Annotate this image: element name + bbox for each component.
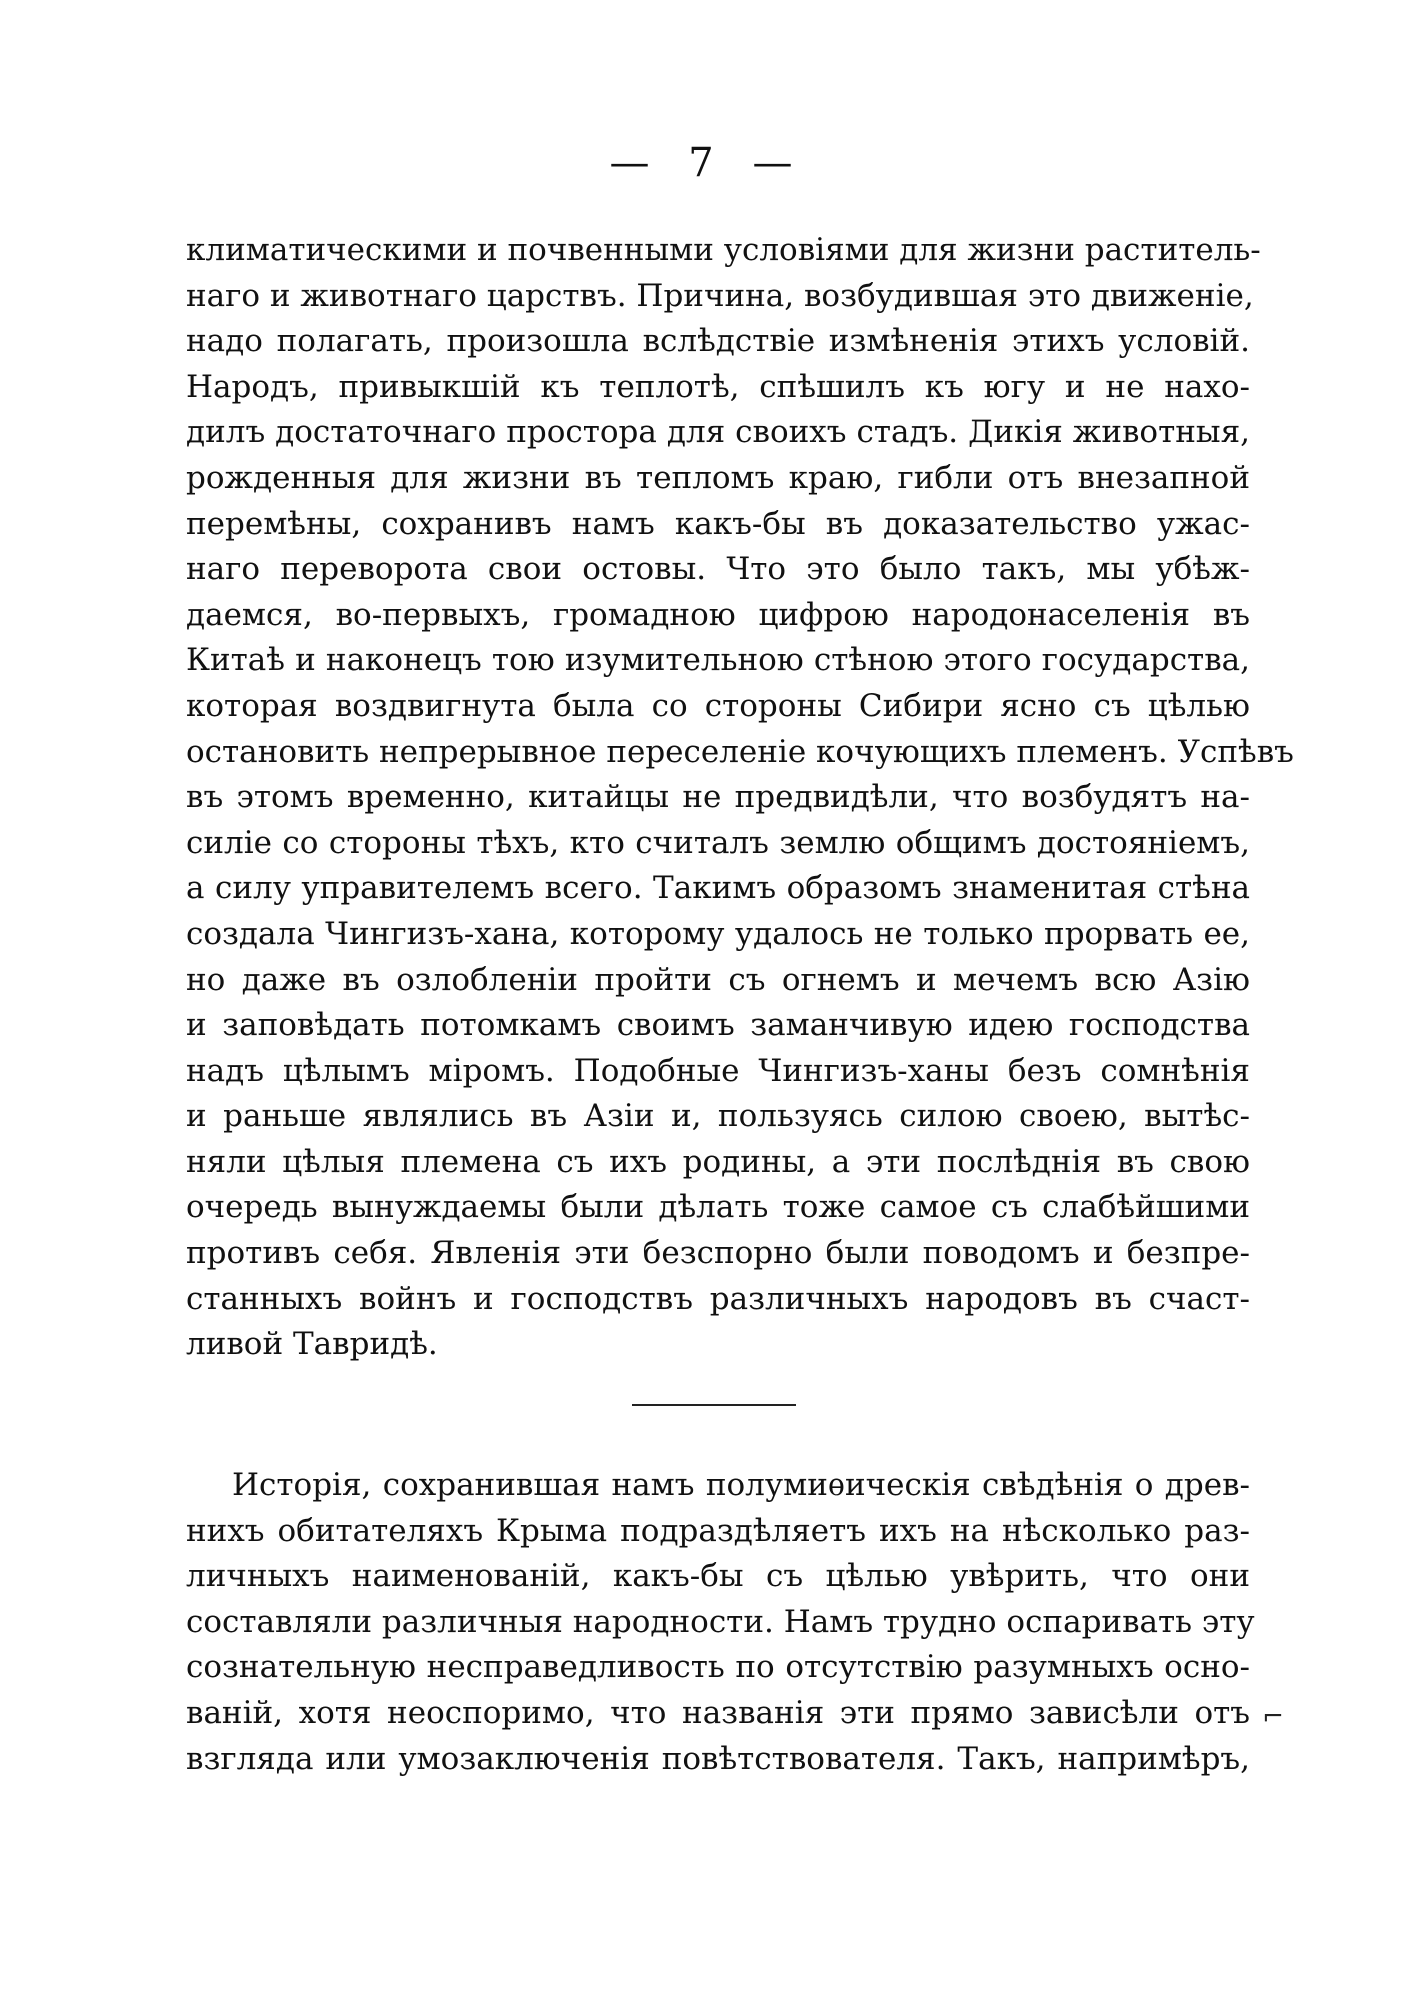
page-number-dash-right: — [752,140,795,186]
text-line: въ этомъ временно, китайцы не предвидѣли, что возбудятъ на- [186,779,1250,816]
text-line: перемѣны, сохранивъ намъ какъ-бы въ доказательство ужас- [186,505,1250,542]
text-line: сознательную несправедливость по отсутствію разумныхъ осно- [186,1649,1250,1686]
margin-mark: ⌐ [1262,1702,1284,1732]
text-line: даемся, во-первыхъ, громадною цифрою народонаселенія въ [186,596,1250,633]
text-line: взгляда или умозаключенія повѣтствователя. Такъ, напримѣръ, [186,1740,1250,1777]
text-line: надо полагать, произошла вслѣдствіе измѣненія этихъ условій. [186,323,1250,360]
text-line: нихъ обитателяхъ Крыма подраздѣляетъ ихъ на нѣсколько раз- [186,1512,1250,1549]
text-line: и раньше являлись въ Азіи и, пользуясь силою своею, вытѣс- [186,1098,1250,1135]
text-line: противъ себя. Явленія эти безспорно были поводомъ и безпре- [186,1235,1250,1272]
text-line: личныхъ наименованій, какъ-бы съ цѣлью увѣрить, что они [186,1558,1250,1595]
text-line: наго переворота свои остовы. Что это было такъ, мы убѣж- [186,551,1250,588]
text-line: создала Чингизъ-хана, которому удалось не только прорвать ее, [186,915,1250,952]
paragraph-1 [186,228,1294,1368]
paragraph-2 [186,1463,1255,1782]
text-line: но даже въ озлобленіи пройти съ огнемъ и мечемъ всю Азію [186,961,1250,998]
text-line: няли цѣлыя племена съ ихъ родины, а эти послѣднія въ свою [186,1143,1250,1180]
text-line: составляли различныя народности. Намъ трудно оспаривать эту [186,1603,1255,1640]
text-line: Народъ, привыкшій къ теплотѣ, спѣшилъ къ югу и не нахо- [186,368,1250,405]
text-line: надъ цѣлымъ міромъ. Подобные Чингизъ-ханы безъ сомнѣнія [186,1052,1250,1089]
page-number [0,140,1404,186]
text-line: рожденныя для жизни въ тепломъ краю, гибли отъ внезапной [186,459,1250,496]
text-line: наго и животнаго царствъ. Причина, возбудившая это движеніе, [186,277,1254,314]
text-line: климатическими и почвенными условіями для жизни раститель- [186,232,1261,268]
text-line: Китаѣ и наконецъ тою изумительною стѣною этого государства, [186,642,1250,679]
text-line: которая воздвигнута была со стороны Сибири ясно съ цѣлью [186,687,1250,724]
page-number-dash-left: — [609,140,652,186]
text-line: ваній, хотя неоспоримо, что названія эти прямо зависѣли отъ [186,1694,1250,1731]
text-line: Исторія, сохранившая намъ полумиѳическія свѣдѣнія о древ- [232,1467,1250,1503]
text-line: а силу управителемъ всего. Такимъ образомъ знаменитая стѣна [186,870,1250,907]
text-line: дилъ достаточнаго простора для своихъ стадъ. Дикія животныя, [186,414,1250,451]
text-line: и заповѣдать потомкамъ своимъ заманчивую идею господства [186,1007,1250,1044]
page-number-value: 7 [688,140,716,186]
text-line: очередь вынуждаемы были дѣлать тоже самое съ слабѣйшими [186,1189,1250,1226]
text-line: силіе со стороны тѣхъ, кто считалъ землю общимъ достояніемъ, [186,824,1250,861]
text-line: ливой Тавридѣ. [186,1326,438,1363]
text-line: остановить непрерывное переселеніе кочующихъ племенъ. Успѣвъ [186,733,1294,770]
text-line: станныхъ войнъ и господствъ различныхъ народовъ въ счаст- [186,1280,1250,1317]
section-divider [632,1404,796,1406]
